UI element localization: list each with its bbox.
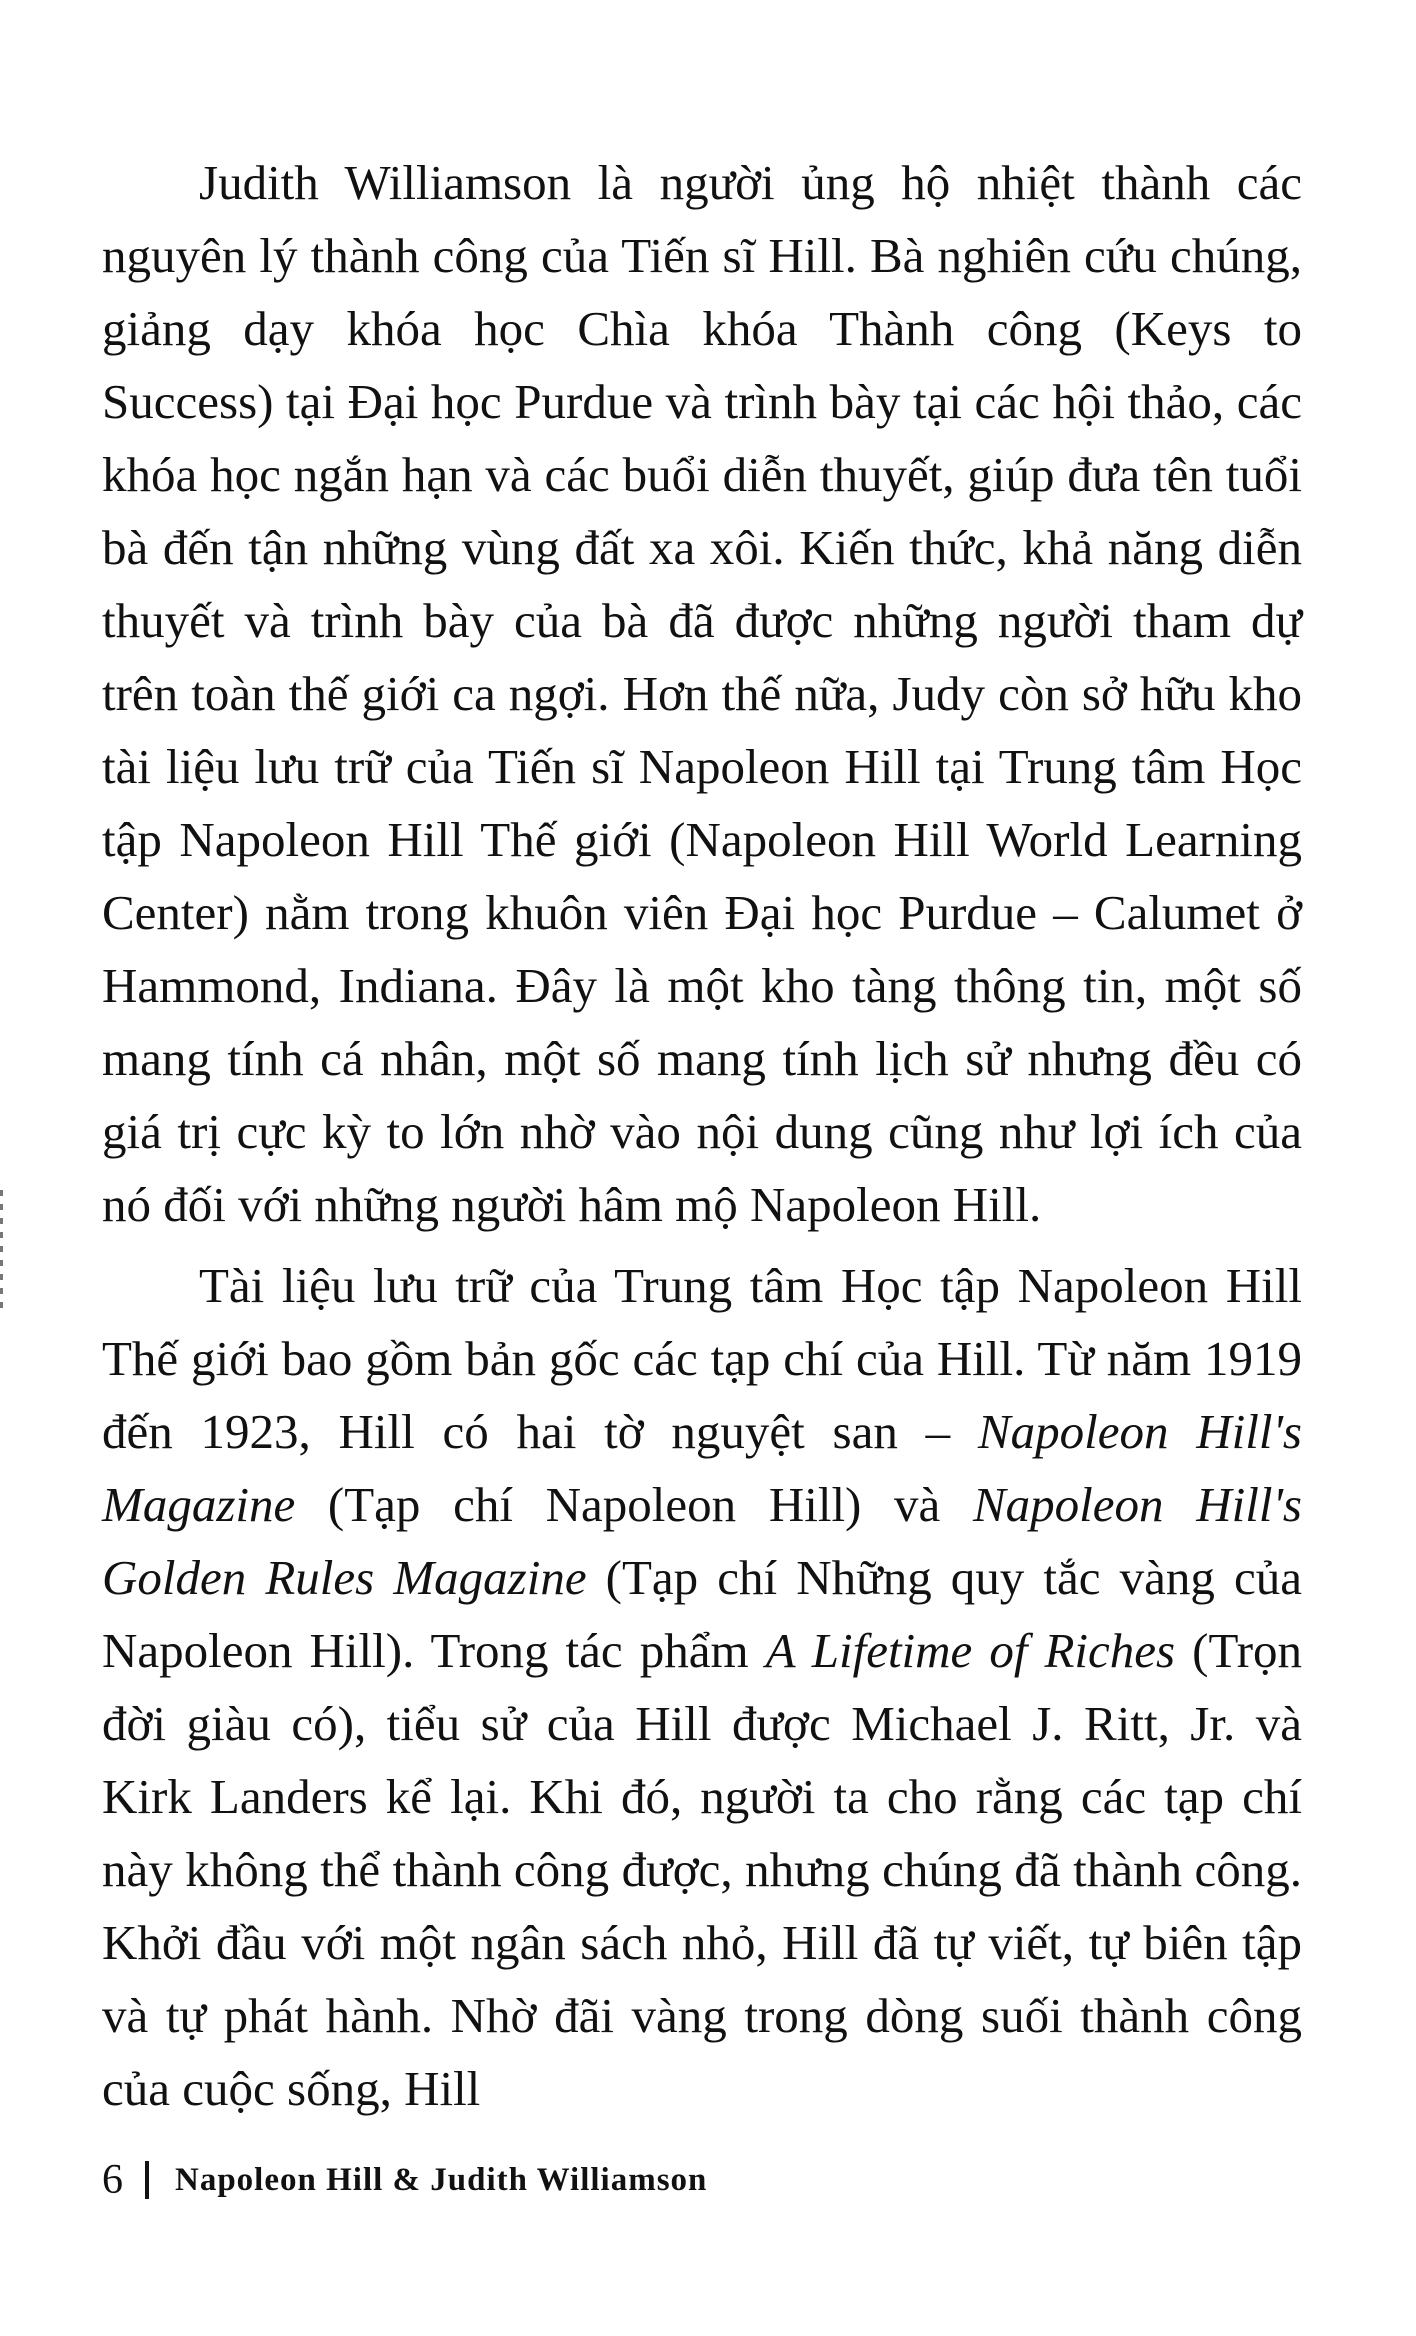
paragraph-2-text-1: Tài liệu lưu trữ của Trung tâm Học tập Napoleon Hill Thế giới bao gồm bản gốc các tạp chí của Hill. Từ năm 1919 đến 1923, Hill có hai tờ nguyệt san – <box>102 1258 1302 1459</box>
paragraph-1-text: Judith Williamson là người ủng hộ nhiệt thành các nguyên lý thành công của Tiến sĩ Hill. Bà nghiên cứu chúng, giảng dạy khóa học Chìa khóa Thành công (Keys to Success) tại Đại học Purdue và trình bày tại các hội thảo, các khóa học ngắn hạn và các buổi diễn thuyết, giúp đưa tên tuổi bà đến tận những vùng đất xa xôi. Kiến thức, khả năng diễn thuyết và trình bày của bà đã được những người tham dự trên toàn thế giới ca ngợi. Hơn thế nữa, Judy còn sở hữu kho tài liệu lưu trữ của Tiến sĩ Napoleon Hill tại Trung tâm Học tập Napoleon Hill Thế giới (Napoleon Hill World Learning Center) nằm trong khuôn viên Đại học Purdue – Calumet ở Hammond, Indiana. Đây là một kho tàng thông tin, một số mang tính cá nhân, một số mang tính lịch sử nhưng đều có giá trị cực kỳ to lớn nhờ vào nội dung cũng như lợi ích của nó đối với những người hâm mộ Napoleon Hill. <box>102 155 1302 1232</box>
page-footer <box>102 2150 707 2210</box>
page-number: 6 <box>102 2157 123 2203</box>
paragraph-1 <box>102 146 1302 1241</box>
body-text <box>102 146 1302 2125</box>
magazine-title-2: Napoleon Hill's Golden Rules Magazine <box>102 1477 1303 1605</box>
paragraph-2-text-4: (Trọn đời giàu có), tiểu sử của Hill được Michael J. Ritt, Jr. và Kirk Landers kể lại. Khi đó, người ta cho rằng các tạp chí này không thể thành công được, nhưng chúng đã thành công. Khởi đầu với một ngân sách nhỏ, Hill đã tự viết, tự biên tập và tự phát hành. Nhờ đãi vàng trong dòng suối thành công của cuộc sống, Hill <box>102 1623 1303 2116</box>
book-title: A Lifetime of Riches <box>765 1623 1176 1678</box>
paragraph-2 <box>102 1249 1302 2125</box>
running-head: Napoleon Hill & Judith Williamson <box>175 2161 708 2198</box>
binding-edge <box>0 1190 3 1310</box>
paragraph-2-text-2: (Tạp chí Napoleon Hill) và <box>295 1477 973 1532</box>
magazine-title-1: Napoleon Hill's Magazine <box>102 1404 1302 1532</box>
footer-divider <box>145 2161 149 2199</box>
paragraph-2-text-3: (Tạp chí Những quy tắc vàng của Napoleon Hill). Trong tác phẩm <box>102 1550 1302 1678</box>
